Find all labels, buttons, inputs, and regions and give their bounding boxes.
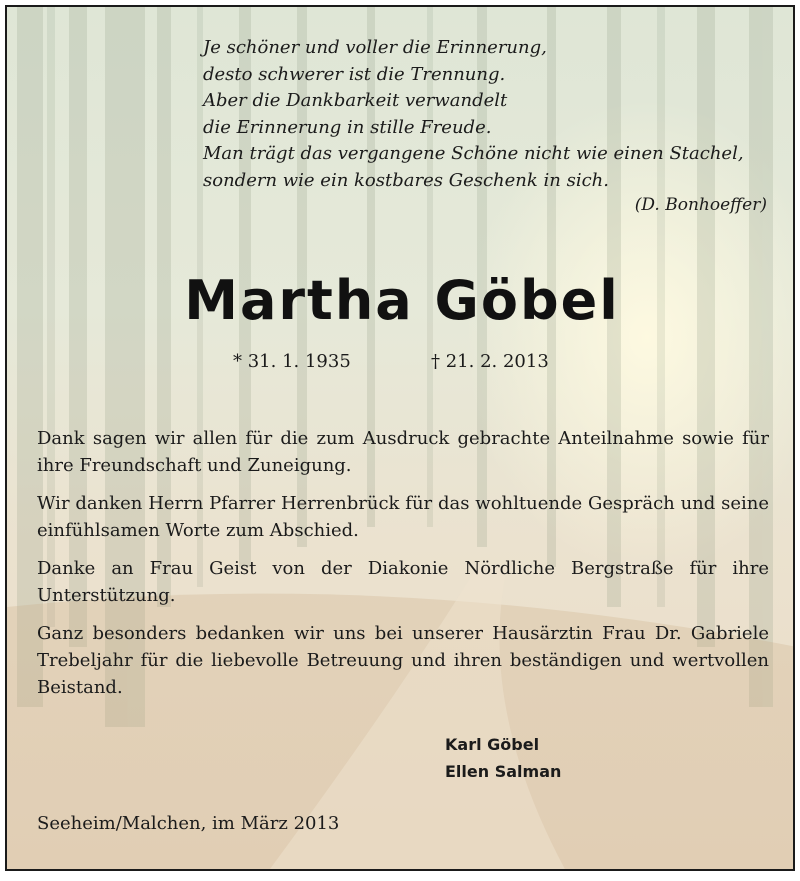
quote-line: die Erinnerung in stille Freude. (203, 116, 492, 138)
quote-source: (D. Bonhoeffer) (634, 195, 767, 215)
quote-line: desto schwerer ist die Trennung. (203, 63, 506, 85)
birth-date: * 31. 1. 1935 (233, 351, 351, 372)
thanks-paragraph: Wir danken Herrn Pfarrer Herrenbrück für das wohltuende Gespräch und seine einfühlsamen Worte zum Abschied. (37, 493, 769, 541)
quote-block (203, 35, 783, 194)
quote-line: Je schöner und voller die Erinnerung, (203, 37, 547, 58)
signatory-name: Karl Göbel (445, 735, 540, 754)
quote-line: Aber die Dankbarkeit verwandelt (203, 90, 508, 111)
thanks-paragraph: Dank sagen wir allen für die zum Ausdruck gebrachte Anteilnahme sowie für ihre Freundschaft und Zuneigung. (37, 428, 769, 476)
signatory-name: Ellen Salman (445, 762, 562, 781)
place-and-date: Seeheim/Malchen, im März 2013 (37, 813, 340, 834)
obituary-card (5, 5, 795, 871)
signatories (445, 731, 561, 785)
death-date: † 21. 2. 2013 (431, 351, 549, 372)
deceased-name: Martha Göbel (184, 269, 620, 332)
thanks-paragraph: Danke an Frau Geist von der Diakonie Nördliche Bergstraße für ihre Unterstützung. (37, 558, 769, 606)
thanks-text (37, 425, 769, 712)
quote-line: Man trägt das vergangene Schöne nicht wie einen Stachel, (203, 143, 744, 164)
quote-line: sondern wie ein kostbares Geschenk in sich. (203, 169, 609, 191)
thanks-paragraph: Ganz besonders bedanken wir uns bei unserer Hausärztin Frau Dr. Gabriele Trebeljahr für die liebevolle Betreuung und ihren beständigen und wertvollen Beistand. (37, 623, 769, 698)
